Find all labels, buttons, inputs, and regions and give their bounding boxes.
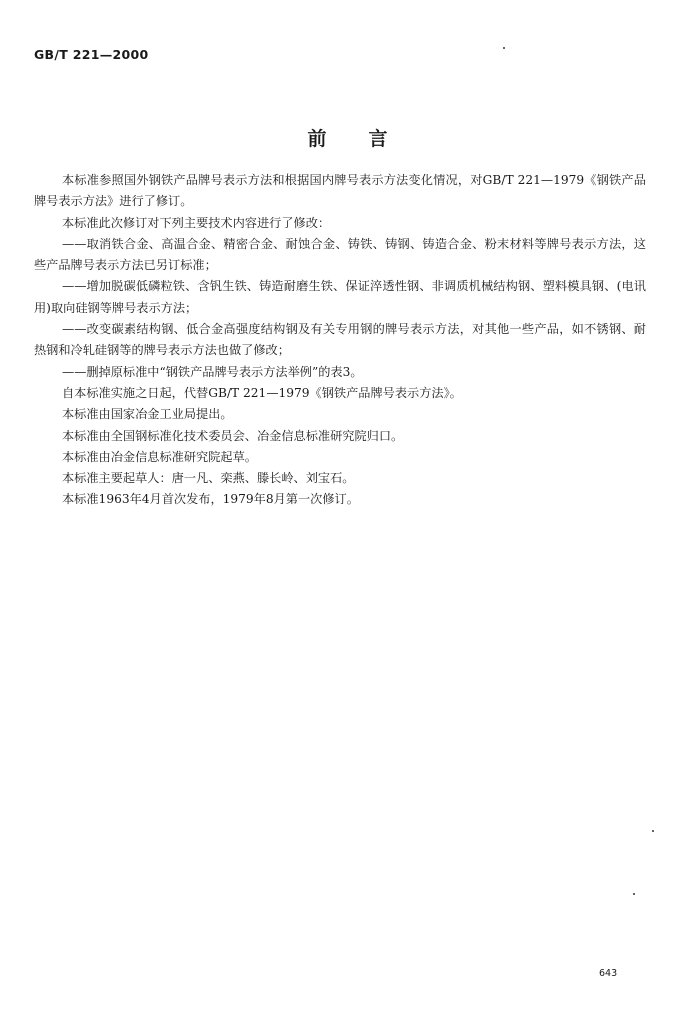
paragraph-reference: 本标准参照国外钢铁产品牌号表示方法和根据国内牌号表示方法变化情况，对GB/T 221—1979《钢铁产品牌号表示方法》进行了修订。	[34, 173, 646, 209]
list-item-added: ——增加脱碳低磷粒铁、含钒生铁、铸造耐磨生铁、保证淬透性钢、非调质机械结构钢、塑料模具钢、(电讯用)取向硅钢等牌号表示方法；	[34, 279, 646, 315]
list-item-changed: ——改变碳素结构钢、低合金高强度结构钢及有关专用钢的牌号表示方法，对其他一些产品，如不锈钢、耐热钢和冷轧硅钢等的牌号表示方法也做了修改；	[34, 322, 646, 358]
scan-speck	[503, 47, 505, 49]
paragraph-replaces: 自本标准实施之日起，代替GB/T 221—1979《钢铁产品牌号表示方法》。	[62, 385, 462, 400]
page-title-char-1: 前	[307, 128, 327, 150]
scan-speck	[652, 830, 654, 832]
paragraph-history: 本标准1963年4月首次发布，1979年8月第一次修订。	[62, 492, 359, 507]
paragraph-proposed-by: 本标准由国家冶金工业局提出。	[62, 407, 233, 422]
foreword-body	[34, 170, 646, 511]
page-title-char-2: 言	[368, 128, 388, 150]
standard-code: GB/T 221—2000	[34, 47, 149, 62]
paragraph-revision-intro: 本标准此次修订对下列主要技术内容进行了修改：	[62, 215, 331, 230]
paragraph-drafters: 本标准主要起草人：唐一凡、栾燕、滕长岭、刘宝石。	[62, 471, 355, 486]
paragraph-drafted-by: 本标准由冶金信息标准研究院起草。	[62, 449, 257, 464]
list-item-deleted: ——删掉原标准中“钢铁产品牌号表示方法举例”的表3。	[62, 364, 363, 379]
page-number: 643	[599, 968, 618, 979]
list-item-cancelled: ——取消铁合金、高温合金、精密合金、耐蚀合金、铸铁、铸钢、铸造合金、粉末材料等牌号表示方法，这些产品牌号表示方法已另订标准；	[34, 236, 646, 273]
page-title	[0, 124, 695, 151]
paragraph-administered-by: 本标准由全国钢标准化技术委员会、冶金信息标准研究院归口。	[62, 428, 404, 443]
scan-speck	[633, 893, 635, 895]
